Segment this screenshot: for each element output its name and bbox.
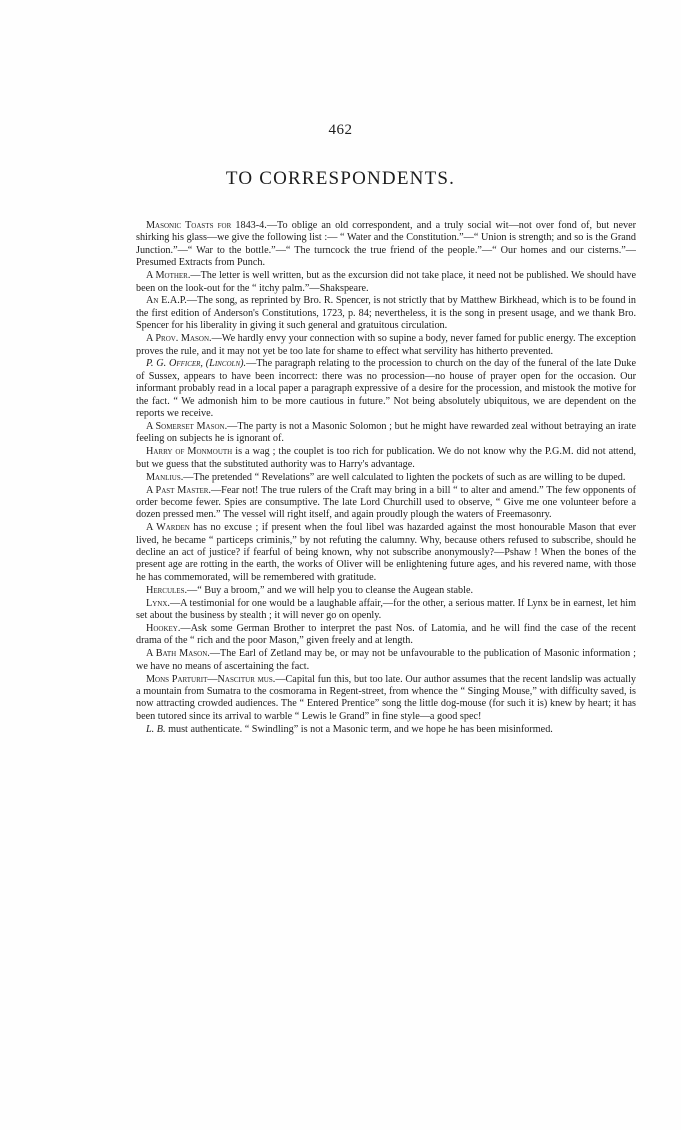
paragraph-lead: A Warden bbox=[146, 522, 190, 534]
paragraph-lead: L. B. bbox=[146, 723, 166, 735]
paragraph-text: —To oblige an old correspondent, and a truly social wit—not over fond of, but never shirking his glass—we give the following list :— “ Water and the Constitution.”—“ Union is strength; and so is the Grand Junction.”—“ War to the bottle.”—“ The turncock the true friend of the people.”—“ Our homes and our cisterns.”—Presumed Extracts from Punch. bbox=[136, 220, 636, 269]
paragraph-lead: P. G. Officer, (Lincoln). bbox=[146, 358, 247, 370]
paragraph-hercules bbox=[136, 585, 636, 597]
paragraph-a-mother bbox=[136, 270, 636, 295]
paragraph-lead: Masonic Toasts for 1843-4. bbox=[146, 220, 267, 231]
paragraph-text: —Ask some German Brother to interpret the past Nos. of Latomia, and he will find the case of the recent drama of the “ rich and the poor Mason,” given freely and at length. bbox=[136, 623, 636, 647]
paragraph-text: —We hardly envy your connection with so supine a body, never famed for public energy. The exception proves the rule, and it may not yet be too late for shame to effect what servility has hitherto prevented. bbox=[136, 333, 636, 357]
paragraph-text: —The party is not a Masonic Solomon ; but he might have rewarded zeal without betraying an irate feeling on subjects he is ignorant of. bbox=[136, 421, 637, 445]
paragraph-lead: A Bath Mason. bbox=[146, 648, 210, 660]
paragraph-text: must authenticate. “ Swindling” is not a Masonic term, and we hope he has been misinformed. bbox=[165, 723, 553, 735]
paragraph-text: has no excuse ; if present when the foul libel was hazarded against the most honourable Mason that ever lived, he became “ particeps criminis,” by not refuting the calumny. Why, because others refused to subscribe, should he decline an act of justice? if fearful of being known, why not subscribe anonymously?—Pshaw ! When the bones of the present age are rotting in the earth, the works of Oliver will be enlightening future ages, and his revered name, with those he has commemorated, will be remembered with gratitude. bbox=[136, 522, 636, 583]
paragraph-text: —A testimonial for one would be a laughable affair,—for the other, a serious matter. If Lynx be in earnest, let him set about the business by stealth ; it will never go on openly. bbox=[136, 597, 636, 622]
paragraph-lead: Hercules. bbox=[146, 584, 188, 596]
paragraph-text: is a wag ; the couplet is too rich for publication. We do not know why the P.G.M. did not attend, but we guess that the substituted authority was to Harry's advantage. bbox=[136, 446, 637, 470]
paragraph-an-eap bbox=[136, 295, 636, 332]
paragraph-manlius bbox=[136, 472, 636, 484]
paragraph-text: —The paragraph relating to the procession to church on the day of the funeral of the late Duke of Sussex, appears to have been incorrect: there was no procession—no house of prayer open for the occasion. Our informant probably read in a local paper a paragraph expressive of a desire for the procession, and mistook the motive for the fact. “ We admonish him to be more cautious in future.” Not being absolutely ubiquitous, we are dependent on the reports we receive. bbox=[136, 358, 636, 420]
paragraph-text: —Capital fun this, but too late. Our author assumes that the recent landslip was actually a mountain from Sumatra to the cosmorama in Regent-street, from whence the “ Singing Mouse,” with difficulty saved, is now attracting crowded audiences. The “ Entered Prentice” song the little dog-mouse (for such it is) knew by heart; it has been tutored since its arrival to warble “ Lewis le Grand” in fine style—a good spec! bbox=[136, 673, 636, 722]
paragraph-lead: A Prov. Mason. bbox=[146, 333, 212, 345]
paragraph-lead: Hookey. bbox=[146, 623, 181, 634]
paragraph-lead: Lynx. bbox=[146, 597, 170, 609]
paragraph-past-master bbox=[136, 485, 636, 522]
paragraph-hookey bbox=[136, 623, 636, 648]
paragraph-text: —The song, as reprinted by Bro. R. Spencer, is not strictly that by Matthew Birkhead, which is to be found in the first edition of Anderson's Constitutions, 1723, p. 84; nevertheless, it is the song in present usage, and we thank Bro. Spencer for his liberality in giving it such general and gratuitous circulation. bbox=[136, 295, 636, 332]
paragraph-lead: A Mother. bbox=[146, 270, 191, 282]
paragraph-text: —The Earl of Zetland may be, or may not be unfavourable to the publication of Masonic information ; we have no means of ascertaining the fact. bbox=[136, 648, 636, 672]
correspondents-section bbox=[136, 220, 636, 737]
paragraph-masonic-toasts bbox=[136, 220, 636, 270]
paragraph-text: —Fear not! The true rulers of the Craft may bring in a bill “ to alter and amend.” The few opponents of order become fewer. Spies are consumptive. The late Lord Churchill used to observe, “ Give me one volunteer before a dozen pressed men.” The vessel will right itself, and again proudly plough the waters of Freemasonry. bbox=[136, 484, 636, 521]
paragraph-text: —The pretended “ Revelations” are well calculated to lighten the pockets of such as are willing to be duped. bbox=[183, 471, 626, 483]
paragraph-text: —The letter is well written, but as the excursion did not take place, it need not be published. We should have been on the look-out for the “ itchy palm.”—Shakspeare. bbox=[136, 270, 636, 294]
paragraph-bath-mason bbox=[136, 648, 636, 673]
paragraph-lead: An E.A.P. bbox=[146, 295, 187, 307]
paragraph-lynx bbox=[136, 598, 636, 623]
paragraph-mons-parturit bbox=[136, 674, 636, 724]
paragraph-pg-officer bbox=[136, 358, 636, 420]
paragraph-lead: A Somerset Mason. bbox=[146, 421, 228, 432]
page-number: 462 bbox=[328, 122, 353, 138]
page-title: TO CORRESPONDENTS. bbox=[225, 168, 456, 189]
paragraph-prov-mason bbox=[136, 333, 636, 358]
paragraph-lb bbox=[136, 724, 636, 736]
paragraph-lead: Mons Parturit—Nascitur mus. bbox=[146, 673, 276, 685]
paragraph-harry-of-monmouth bbox=[136, 446, 636, 471]
paragraph-lead: A Past Master. bbox=[146, 484, 211, 496]
paragraph-lead: Manlius. bbox=[146, 471, 184, 483]
paragraph-lead: Harry of Monmouth bbox=[146, 446, 233, 458]
paragraph-a-warden bbox=[136, 522, 636, 584]
paragraph-text: —“ Buy a broom,” and we will help you to cleanse the Augean stable. bbox=[187, 584, 474, 596]
paragraph-somerset-mason bbox=[136, 421, 636, 446]
